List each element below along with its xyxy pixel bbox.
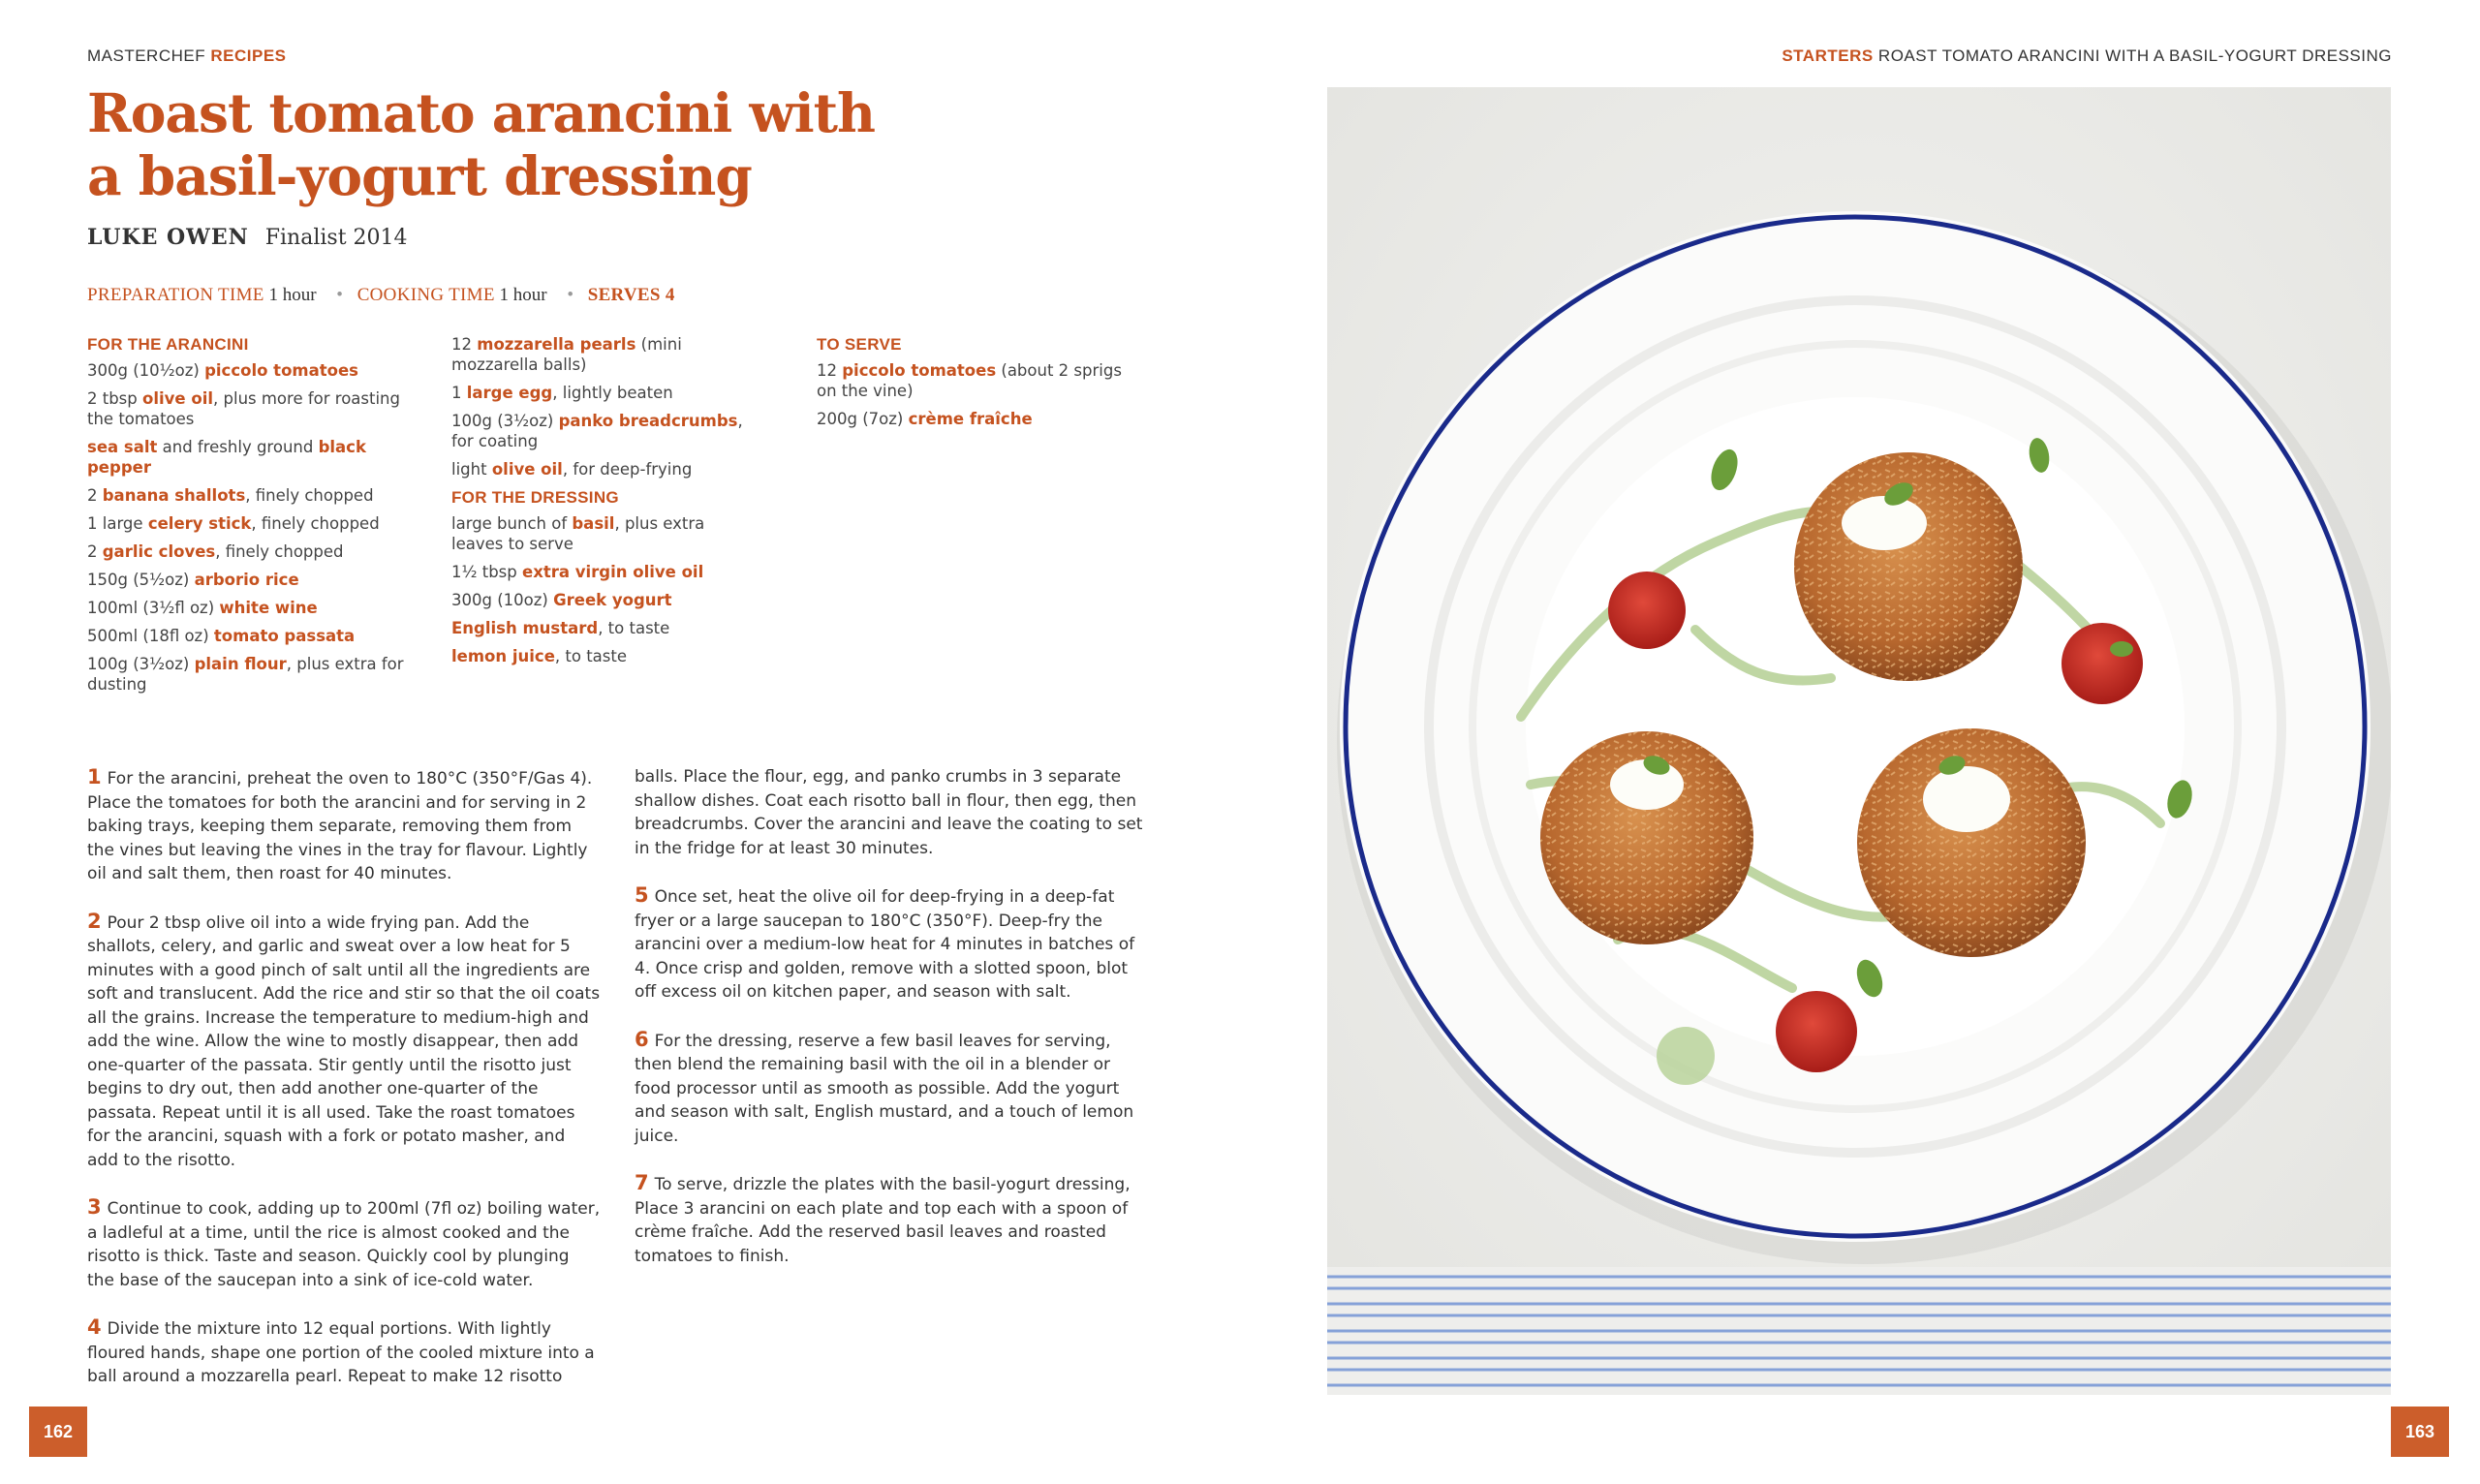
step-number: 6 — [635, 1027, 649, 1051]
ingredient-item — [451, 513, 752, 554]
ingredient-quantity: 1 — [451, 384, 467, 402]
arancini-ingredient-list — [87, 360, 417, 695]
ingredient-note: , finely chopped — [251, 514, 380, 533]
recipe-title-line2: a basil-yogurt dressing — [87, 144, 752, 207]
ingredient-name: arborio rice — [194, 571, 299, 589]
ingredient-name: tomato passata — [213, 627, 356, 645]
ingredient-item — [451, 618, 752, 638]
ingredient-quantity: 100g (3½oz) — [451, 412, 559, 430]
ingredient-name: crème fraîche — [908, 410, 1033, 428]
method-step — [87, 1315, 601, 1389]
roasted-tomato — [2062, 623, 2143, 704]
ingredient-note: (mini mozzarella balls) — [451, 335, 682, 374]
ingredient-item — [817, 409, 1146, 429]
roasted-tomato — [1608, 572, 1686, 649]
ingredient-item — [87, 485, 417, 506]
ingredients-column-1 — [87, 334, 417, 702]
ingredient-quantity: 150g (5½oz) — [87, 571, 195, 589]
ingredient-name: white wine — [219, 599, 318, 617]
method-step — [87, 765, 601, 886]
ingredient-name: black pepper — [87, 438, 366, 477]
arancini-heading: FOR THE ARANCINI — [87, 335, 249, 354]
ingredient-note: , finely chopped — [245, 486, 374, 505]
ingredient-note: (about 2 sprigs on the vine) — [817, 361, 1122, 400]
ingredient-item — [451, 334, 752, 375]
ingredient-name: garlic cloves — [102, 542, 216, 561]
cook-time-value: 1 hour — [499, 285, 547, 305]
method-step — [87, 1195, 601, 1292]
step-text: Once set, heat the olive oil for deep-frying in a deep-fat fryer or a large saucepan to 180°C (350°F). Deep-fry the arancini over a medium-low heat for 4 minutes in batches of 4. Once crisp and golden, remove with a slotted spoon, blot off excess oil on kitchen paper, and season with salt. — [635, 887, 1135, 1002]
ingredient-name: banana shallots — [102, 486, 246, 505]
ingredient-note: , to taste — [598, 619, 670, 637]
ingredient-item — [451, 562, 752, 582]
running-title: ROAST TOMATO ARANCINI WITH A BASIL-YOGURT DRESSING — [1877, 46, 2392, 65]
dressing-dollop — [1657, 1027, 1715, 1085]
arancini-ingredient-list-continued — [451, 334, 752, 479]
ingredient-item — [87, 388, 417, 429]
ingredient-item — [87, 570, 417, 590]
roasted-tomato — [1776, 991, 1857, 1072]
step-number: 1 — [87, 765, 102, 788]
ingredient-note: , for deep-frying — [562, 460, 693, 479]
ingredient-item — [451, 383, 752, 403]
step-number: 7 — [635, 1171, 649, 1194]
recipe-title — [87, 81, 959, 207]
method-step — [635, 1028, 1148, 1149]
step-text: Divide the mixture into 12 equal portions. With lightly floured hands, shape one portion of the cooled mixture into a ball around a mozzarella pearl. Repeat to make 12 risotto — [87, 1319, 595, 1386]
ingredient-note: , finely chopped — [215, 542, 344, 561]
separator-dot: • — [336, 285, 343, 305]
ingredient-quantity: large bunch of — [451, 514, 573, 533]
chapter-name: STARTERS — [1782, 46, 1874, 65]
ingredient-note: , plus more for roasting the tomatoes — [87, 389, 400, 428]
ingredient-name: plain flour — [194, 655, 287, 673]
ingredient-quantity: 12 — [817, 361, 843, 380]
ingredient-item — [817, 360, 1146, 401]
ingredient-item — [87, 513, 417, 534]
recipe-meta — [87, 285, 675, 306]
striped-towel — [1327, 1267, 2391, 1395]
ingredient-note: and freshly ground — [157, 438, 319, 456]
ingredient-quantity: 12 — [451, 335, 478, 354]
method-column-right — [635, 765, 1148, 1291]
ingredient-name: large egg — [466, 384, 553, 402]
series-name: MASTERCHEF — [87, 46, 206, 65]
ingredient-quantity: 200g (7oz) — [817, 410, 909, 428]
prep-time-label: PREPARATION TIME — [87, 285, 264, 305]
ingredient-quantity: 500ml (18fl oz) — [87, 627, 214, 645]
ingredient-quantity: 2 — [87, 542, 103, 561]
step-text: For the dressing, reserve a few basil leaves for serving, then blend the remaining basil with the oil in a blender or food processor until as smooth as possible. Add the yogurt and season with salt, English mustard, and a touch of lemon juice. — [635, 1031, 1134, 1146]
ingredient-item — [87, 360, 417, 381]
ingredient-quantity: 100ml (3½fl oz) — [87, 599, 220, 617]
method-step — [635, 765, 1148, 860]
serve-heading: TO SERVE — [817, 335, 902, 354]
ingredient-quantity: 1 large — [87, 514, 148, 533]
step-text: For the arancini, preheat the oven to 180°C (350°F/Gas 4). Place the tomatoes for both the arancini and for serving in 2 baking trays, keeping them separate, removing them from the vines but leaving the vines in the tray for flavour. Lightly oil and salt them, then roast for 40 minutes. — [87, 769, 593, 883]
ingredient-item — [87, 598, 417, 618]
ingredient-item — [451, 646, 752, 666]
page-number-left: 162 — [29, 1407, 87, 1457]
step-text: balls. Place the flour, egg, and panko crumbs in 3 separate shallow dishes. Coat each risotto ball in flour, then egg, then breadcrumbs. Cover the arancini and leave the coating to set in the fridge for at least 30 minutes. — [635, 767, 1143, 858]
ingredient-quantity: 1½ tbsp — [451, 563, 522, 581]
method-step — [635, 883, 1148, 1005]
ingredient-name: English mustard — [451, 619, 599, 637]
step-number: 4 — [87, 1315, 102, 1339]
ingredient-quantity: 300g (10½oz) — [87, 361, 205, 380]
dressing-ingredient-list — [451, 513, 752, 666]
author-note: Finalist 2014 — [264, 226, 408, 250]
ingredient-quantity: light — [451, 460, 492, 479]
ingredient-item — [451, 590, 752, 610]
ingredient-note: , plus extra leaves to serve — [451, 514, 705, 553]
ingredient-name: mozzarella pearls — [477, 335, 636, 354]
ingredient-item — [87, 541, 417, 562]
page-number-right: 163 — [2391, 1407, 2449, 1457]
method-step — [87, 910, 601, 1173]
step-text: Continue to cook, adding up to 200ml (7fl oz) boiling water, a ladleful at a time, until the rice is almost cooked and the risotto is thick. Taste and season. Quickly cool by plunging the base of the saucepan into a sink of ice-cold water. — [87, 1199, 601, 1290]
serve-ingredient-list — [817, 360, 1146, 429]
ingredients-column-2 — [451, 334, 752, 674]
ingredient-name: olive oil — [491, 460, 563, 479]
ingredient-item — [87, 626, 417, 646]
ingredient-name: piccolo tomatoes — [842, 361, 997, 380]
ingredient-quantity: 2 — [87, 486, 103, 505]
ingredient-name: Greek yogurt — [553, 591, 672, 609]
ingredient-note: , for coating — [451, 412, 743, 450]
ingredient-quantity: 300g (10oz) — [451, 591, 554, 609]
ingredient-name: extra virgin olive oil — [522, 563, 704, 581]
prep-time-value: 1 hour — [268, 285, 317, 305]
step-text: To serve, drizzle the plates with the basil-yogurt dressing, Place 3 arancini on each plate and top each with a spoon of crème fraîche. Add the reserved basil leaves and roasted tomatoes to finish. — [635, 1175, 1131, 1266]
author-line — [87, 225, 408, 250]
running-header-right — [1782, 46, 2392, 66]
step-number: 3 — [87, 1195, 102, 1219]
ingredient-item — [87, 654, 417, 695]
running-header-left — [87, 46, 287, 66]
ingredient-name: sea salt — [87, 438, 158, 456]
ingredient-name: olive oil — [142, 389, 214, 408]
section-name: RECIPES — [210, 46, 287, 65]
ingredient-item — [451, 459, 752, 479]
ingredient-quantity: 2 tbsp — [87, 389, 143, 408]
ingredient-name: panko breadcrumbs — [558, 412, 738, 430]
ingredient-name: celery stick — [147, 514, 252, 533]
dish-photo — [1327, 87, 2391, 1395]
ingredient-name: basil — [572, 514, 615, 533]
serves-label: SERVES 4 — [587, 285, 675, 305]
ingredient-note: , to taste — [554, 647, 628, 665]
author-name: LUKE OWEN — [87, 225, 249, 250]
method-column-left — [87, 765, 601, 1412]
step-text: Pour 2 tbsp olive oil into a wide frying pan. Add the shallots, celery, and garlic and sweat over a low heat for 5 minutes with a good pinch of salt until all the ingredients are soft and translucent. Add the rice and stir so that the oil coats all the grains. Increase the temperature to medium-high and add the wine. Allow the wine to mostly disappear, then add one-quarter of the passata. Stir gently until the risotto just begins to dry out, then add another one-quarter of the passata. Repeat until it is all used. Take the roast tomatoes for the arancini, squash with a fork or potato masher, and add to the risotto. — [87, 912, 601, 1170]
ingredient-note: , plus extra for dusting — [87, 655, 404, 694]
separator-dot: • — [567, 285, 574, 305]
cook-time-label: COOKING TIME — [356, 285, 495, 305]
plate — [1337, 211, 2391, 1264]
ingredient-quantity: 100g (3½oz) — [87, 655, 195, 673]
ingredient-item — [451, 411, 752, 451]
step-number: 2 — [87, 909, 102, 933]
step-number: 5 — [635, 883, 649, 907]
ingredient-note: , lightly beaten — [552, 384, 673, 402]
ingredient-name: lemon juice — [451, 647, 555, 665]
arancini-ball — [1857, 728, 2086, 957]
ingredients-column-3 — [817, 334, 1146, 437]
ingredient-name: piccolo tomatoes — [204, 361, 358, 380]
recipe-title-line1: Roast tomato arancini with — [87, 81, 875, 144]
ingredient-item — [87, 437, 417, 478]
dressing-heading: FOR THE DRESSING — [451, 488, 619, 507]
method-step — [635, 1171, 1148, 1268]
